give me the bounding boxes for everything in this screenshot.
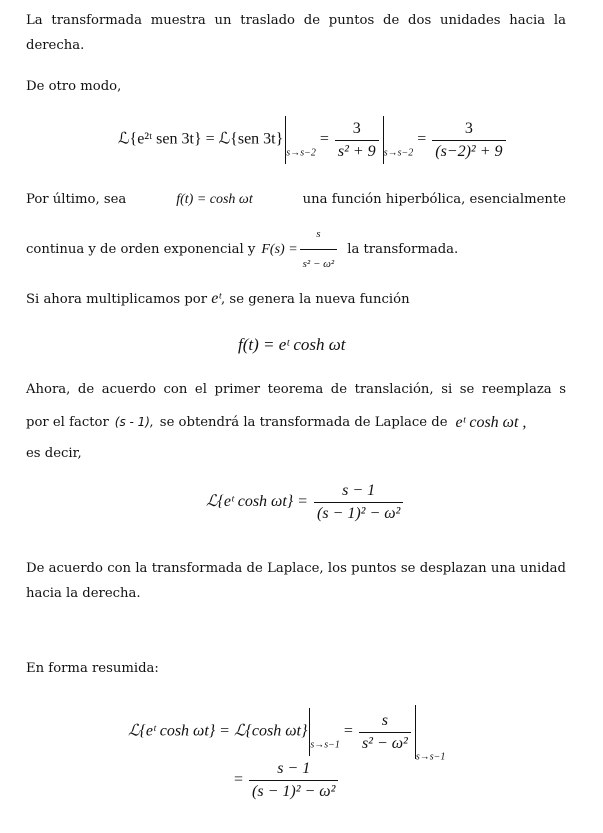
eq5-fraction	[249, 760, 338, 801]
ultimo-text-after: una función hiperbólica, esencialmente	[302, 192, 566, 207]
paragraph-ahora-line1	[26, 377, 566, 402]
desplazan-text: De acuerdo con la transformada de Laplace, los puntos se desplazan una unidad hacia la derecha.	[26, 561, 566, 601]
equation-new-function: f(t) = eᵗ cosh ωt	[238, 335, 346, 354]
eq4-lhs: ℒ{eᵗ cosh ωt} = ℒ{cosh ωt}	[128, 722, 308, 740]
eq1-sub-2: s→s−2	[383, 147, 414, 159]
paragraph-ahora-line2	[26, 410, 566, 435]
inline-F-lhs: F(s) =	[261, 242, 298, 257]
paragraph-intro-text: La transformada muestra un traslado de puntos de dos unidades hacia la derecha.	[26, 13, 566, 53]
factor-s-minus-1: (s - 1),	[114, 415, 154, 429]
eq5-num: s − 1	[249, 760, 338, 781]
inline-f-cosh: f(t) = cosh ωt	[176, 192, 253, 207]
eq3-lhs: ℒ{eᵗ cosh ωt} =	[206, 493, 308, 511]
equation-summary-line1: ℒ{eᵗ cosh ωt} = ℒ{cosh $\omega t\}_{s\to s-1}$ = $\frac{s}{\text{s² − ω²}}$ $_{s\to s-1}$	[128, 705, 445, 763]
eq4-fraction	[359, 712, 411, 753]
paragraph-multiplicamos	[26, 286, 566, 312]
factor-text-before: por el factor	[26, 415, 109, 430]
resumida-text: En forma resumida:	[26, 661, 159, 676]
inline-F-num: s	[300, 222, 338, 250]
eq4-num: s	[359, 712, 411, 733]
inline-et: eᵗ	[211, 290, 222, 307]
eq4-sub2: s→s−1	[415, 751, 446, 763]
eq1-sub: s→s−2	[286, 147, 316, 159]
eq3-fraction	[314, 482, 403, 523]
eq3-num: s − 1	[314, 482, 403, 503]
inline-et-cosh: eᵗ cosh ωt ,	[455, 414, 527, 431]
eq1-lhs: ℒ{e²ᵗ sen 3t} = ℒ{sen 3t}	[118, 130, 284, 148]
continua-text-before: continua y de orden exponencial y	[26, 242, 256, 257]
equation-shift-sen: ℒ{e²ᵗ sen 3t} = ℒ{sen $3t\}_{s\to s-2}$ = $\frac{3}{\text{s² + 9}}$ $_{s\to s-2}$ = $\frac{3}{\text{(s−2)² + 9}}$	[118, 116, 508, 164]
paragraph-otro-modo	[26, 74, 566, 99]
ahora-text: Ahora, de acuerdo con el primer teorema de translación, si se reemplaza s	[26, 382, 566, 397]
ultimo-text-before: Por último, sea	[26, 192, 127, 207]
paragraph-desplazan	[26, 556, 566, 606]
eq1-den2: (s−2)² + 9	[435, 142, 503, 160]
eq1-fraction-a	[335, 120, 379, 161]
eq1-fraction-b	[432, 120, 505, 161]
eq1-num: 3	[335, 120, 379, 141]
eq3-den: (s − 1)² − ω²	[316, 505, 401, 522]
eq5-den: (s − 1)² − ω²	[252, 783, 336, 800]
es-decir-text: es decir,	[26, 446, 82, 461]
continua-text-after: la transformada.	[347, 242, 459, 257]
inline-F-fraction	[300, 222, 338, 277]
equation-summary-line2: = $\frac{s - 1}{\text{(s − 1)² − ω²}}$	[234, 760, 340, 801]
multiplicamos-text-after: , se genera la nueva función	[221, 292, 410, 307]
paragraph-ultimo	[26, 187, 566, 212]
eq1-num2: 3	[432, 120, 505, 141]
inline-F-den: s² − ω²	[302, 258, 335, 270]
paragraph-es-decir	[26, 441, 566, 466]
eq4-sub: s→s−1	[310, 739, 340, 751]
eq1-den: s² + 9	[337, 142, 376, 160]
paragraph-resumida	[26, 656, 566, 681]
eq4-den: s² − ω²	[361, 734, 408, 752]
multiplicamos-text-before: Si ahora multiplicamos por	[26, 292, 208, 307]
otro-modo-text: De otro modo,	[26, 79, 122, 94]
factor-text-after: se obtendrá la transformada de Laplace de	[159, 415, 448, 430]
equation-laplace-et-cosh	[206, 482, 405, 523]
paragraph-continua	[26, 222, 566, 277]
